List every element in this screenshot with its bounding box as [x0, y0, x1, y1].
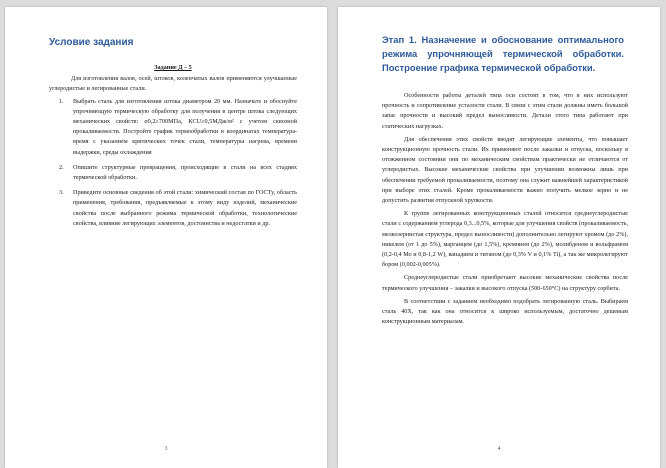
list-item	[49, 188, 297, 229]
paragraph: В соответствии с заданием необходимо подобрать легированную сталь. Выбираем сталь 40Х, так как она относится к широко используемым, достаточно дешевым конструкционным материалам.	[382, 297, 628, 326]
list-item-text: Опишите структурные превращения, происходящие в стали на всех стадиях термической обработки.	[73, 163, 297, 182]
list-item-number: 1.	[59, 97, 64, 105]
task-title: Задание Д – 5	[154, 64, 192, 71]
task-list	[49, 97, 297, 229]
page-3	[5, 7, 327, 468]
list-item-text: Выбрать сталь для изготовления штока диаметром 20 мм. Назначьте и обоснуйте упрочняющую термическую обработку для получения в центре штока следующих механических свойств: σ0,2≥700МПа, КCU≥0,5МДж/м² с учетом сквозной прокаливаемости. Постройте график термообработки в координатах температура-время с указанием критических точек стали, температуры нагрева, времени выдержки, среды охлаждения	[73, 97, 297, 156]
paragraph: Особенности работы деталей типа оси состоят в том, что в них используют прочность и сопротивление усталости стали. В связи с этим стали должны иметь большой запас прочности и высокий предел выносливости. Детали этого типа работают при статических нагрузках.	[382, 92, 628, 130]
page-body	[382, 91, 628, 330]
list-item	[49, 97, 297, 158]
list-item	[49, 163, 297, 183]
list-item-number: 2.	[59, 163, 64, 171]
paragraph: К группе легированных конструкционных сталей относятся среднеуглеродистые стали с содержанием углерода 0,3...0,5%, которые для улучшения свойств (прокаливаемость, мелкозернистая структура, предел выносливости) дополнительно легируют хромом (до 2%), никелем (от 1 до 5%), марганцем (до 1,5%), кремнием (до 2%), молибденом и вольфрамом (0,2-0,4 Мо и 0,8-1,2 W), ванадием и титаном (до 0,3% V и 0,1% Ti), а так же микролегируют бором (0,002-0,005%).	[382, 210, 628, 269]
paragraph: Для обеспечения этих свойств вводят легирующие элементы, что повышает конструкционную прочность стали. Их применяют после закалки и отпуска, поскольку в отожженном состоянии они по механическим свойствам практически не отличаются от углеродистых. Высокие механические свойства при улучшении возможны лишь при обеспечении требуемой прокаливаемости, поэтому она служит важнейшей характеристикой при выборе этих сталей. Кроме прокаливаемости важно получить мелкое зерно и не допустить развития отпускной хрупкости.	[382, 135, 628, 205]
page-number: 3	[164, 446, 168, 452]
list-item-text: Приведите основные сведения об этой стали: химический состав по ГОСТу, область применения, требования, предъявляемые к этому виду изделий, механические свойства после выбранного режима термической обработки, технологические свойства, влияние легирующих элементов, достоинства и недостатки и др.	[73, 189, 297, 227]
list-item-number: 3.	[59, 189, 64, 197]
page-body	[49, 63, 297, 234]
page-4	[338, 7, 660, 468]
intro-paragraph: Для изготовления валов, осей, штоков, коленчатых валов применяются улучшаемые углеродистые и легированные стали.	[49, 75, 297, 93]
section-heading: Условие задания	[49, 37, 134, 48]
page-number: 4	[497, 446, 501, 452]
section-heading: Этап 1. Назначение и обоснование оптимального режима упрочняющей термической обработки. Построение графика термической обработки.	[382, 34, 624, 73]
paragraph: Среднеуглеродистые стали приобретают высокие механические свойства после термического улучшения – закалки и высокого отпуска (500-650°С) на структуру сорбита.	[382, 274, 628, 292]
